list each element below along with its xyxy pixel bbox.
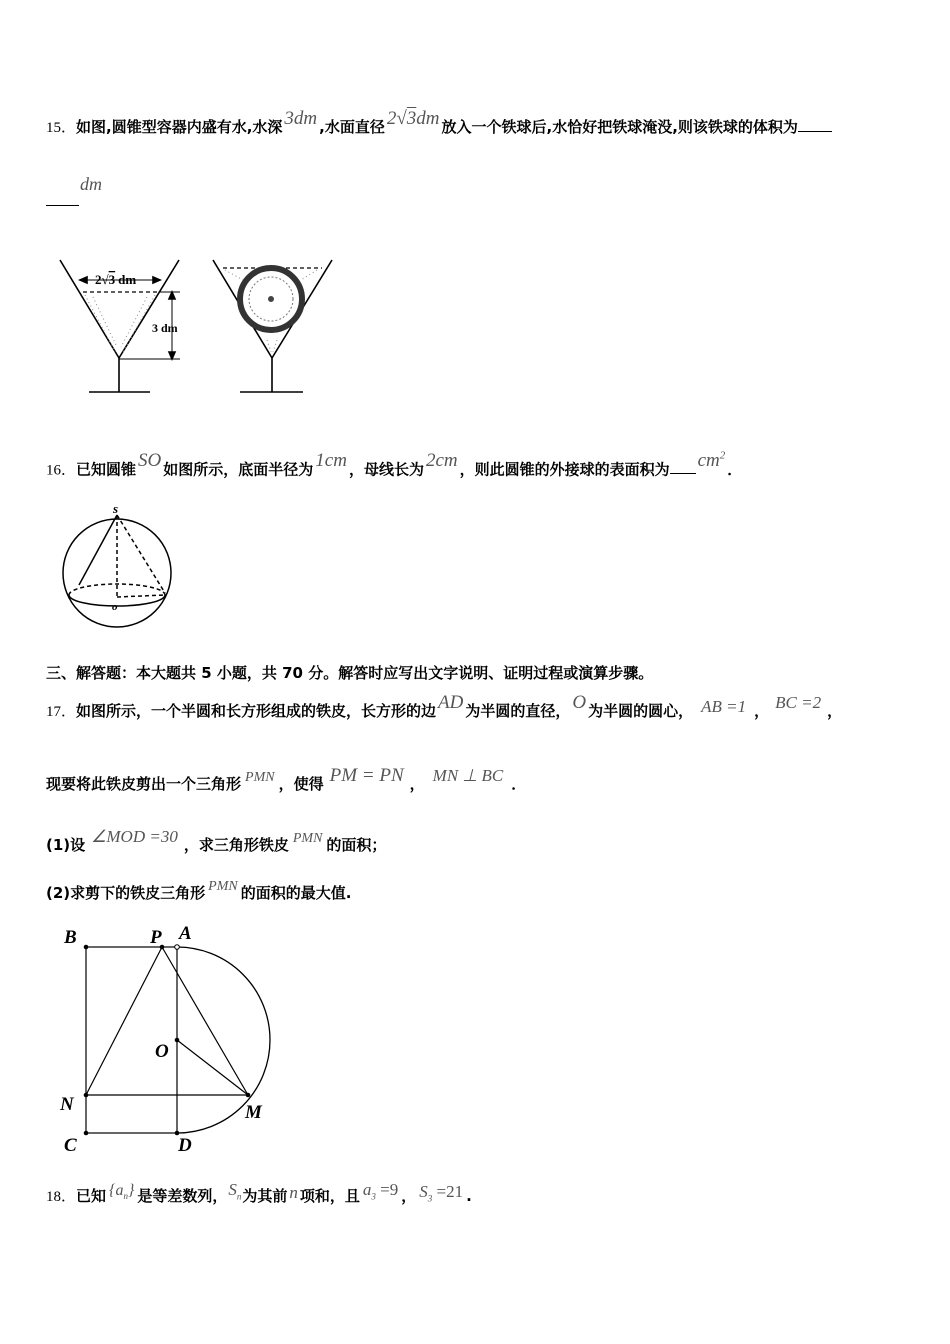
- q18-line: [46, 1180, 472, 1207]
- base-radius: [117, 595, 165, 597]
- q15-text1: 如图,圆锥型容器内盛有水,水深: [76, 118, 283, 136]
- q18-number: 18．: [46, 1189, 77, 1205]
- q17-fig-label-m: M: [245, 1102, 262, 1123]
- q16-fig-label-o: o: [112, 601, 118, 613]
- q18-math-s3: [419, 1182, 464, 1204]
- segment-pn: [86, 947, 162, 1095]
- q18-s3-value: =21: [432, 1182, 464, 1201]
- q17-part2: [46, 879, 352, 903]
- q17-part1-end: 的面积；: [326, 836, 387, 854]
- q17-fig-label-p: P: [150, 927, 162, 948]
- q17-line2: [46, 765, 527, 795]
- q17-math-pmn: PMN: [245, 770, 275, 785]
- q18-text4: 项和，且: [299, 1187, 360, 1205]
- cone-slant-left: [79, 515, 117, 585]
- q17-text1: 如图所示，一个半圆和长方形组成的铁皮，长方形的边: [76, 702, 437, 720]
- q15-unit: dm: [80, 174, 102, 194]
- q15-answer-blank[interactable]: [798, 130, 832, 132]
- q16-fig-label-s: s: [113, 501, 119, 516]
- q15-unit-row: [46, 174, 102, 195]
- q17-part2-label: (2)求剪下的铁皮三角形: [46, 884, 206, 902]
- q17-math-ab: AB =1: [701, 697, 747, 716]
- q18-text3: 为其前: [242, 1187, 288, 1205]
- q17-line2-text1: 现要将此铁皮剪出一个三角形: [46, 775, 242, 793]
- q16-text1: 已知圆锥: [76, 460, 137, 479]
- q15-text2: ,水面直径: [319, 118, 385, 136]
- q18-math-s: [228, 1180, 242, 1202]
- q15-figure: [55, 255, 340, 400]
- q16-number: 16．: [46, 462, 77, 479]
- q15-fig-width-label: 2√3 dm: [95, 272, 137, 287]
- q18-s3-sub: 3: [427, 1193, 433, 1204]
- q15-diam-coef: 2: [386, 108, 397, 129]
- section3-heading: 三、解答题：本大题共 5 小题，共 70 分。解答时应写出文字说明、证明过程或演算步骤。: [46, 664, 654, 682]
- q16-math-slant: 2cm: [425, 450, 458, 472]
- vertex-dots: [84, 945, 251, 1136]
- q16-line: [46, 450, 743, 480]
- q15-math-diameter: [387, 108, 440, 129]
- q15-line1: [46, 108, 832, 138]
- q18-s-sub: n: [236, 1191, 242, 1202]
- q18-math-n: n: [289, 1183, 298, 1202]
- q15-sqrt-symbol: √: [396, 108, 407, 129]
- q15-blank-continuation[interactable]: [46, 205, 79, 206]
- q17-comma2: ，: [827, 702, 843, 720]
- q17-line2-end: ．: [511, 775, 527, 793]
- q18-comma: ，: [401, 1187, 417, 1205]
- q17-fig-label-d: D: [178, 1135, 192, 1155]
- q17-comma1: ，: [754, 702, 770, 720]
- q17-math-mn-bc: MN ⊥ BC: [432, 766, 504, 785]
- water-texture-left: [85, 295, 155, 352]
- q17-math-o: O: [572, 692, 587, 713]
- q17-math-pm-pn: PM = PN: [329, 765, 404, 786]
- q15-fig-depth-label: 3 dm: [152, 321, 178, 335]
- q17-part1-label: (1)设: [46, 836, 86, 854]
- q15-number: 15．: [46, 120, 77, 136]
- q17-fig-label-n: N: [60, 1094, 74, 1115]
- q17-fig-label-a: A: [179, 923, 192, 944]
- q15-text3: 放入一个铁球后,水恰好把铁球淹没,则该铁球的体积为: [441, 118, 798, 136]
- q18-end: .: [466, 1187, 472, 1205]
- q18-s3-letter: S: [419, 1182, 428, 1201]
- q17-line1: [46, 692, 843, 722]
- q16-figure: [55, 500, 180, 635]
- ball-texture: [249, 277, 293, 321]
- q17-fig-label-c: C: [64, 1135, 77, 1155]
- rectangle-abcd: [86, 947, 177, 1133]
- q15-math-depth: 3dm: [284, 108, 318, 129]
- q18-math-seq: $\{a_n\}$: [109, 1182, 135, 1202]
- q15-diam-unit: dm: [416, 108, 440, 129]
- segment-pm: [162, 947, 248, 1095]
- q17-part2-math: PMN: [208, 879, 238, 894]
- q18-a3-value: =9: [375, 1180, 399, 1199]
- q16-unit: [698, 450, 726, 471]
- cone-slant-right: [117, 515, 165, 593]
- q17-part2-end: 的面积的最大值.: [240, 884, 352, 902]
- q17-number: 17．: [46, 704, 77, 720]
- q17-line2-comma: ，: [409, 775, 425, 793]
- q17-part1: [46, 827, 387, 855]
- q17-part1-text: ，求三角形铁皮: [183, 836, 289, 854]
- q16-unit-base: cm: [697, 450, 720, 472]
- segment-om: [177, 1040, 248, 1095]
- q17-math-bc: BC =2: [775, 693, 822, 712]
- q15-diam-root: 3: [406, 108, 417, 129]
- q17-text3: 为半圆的圆心，: [588, 702, 694, 720]
- q17-part1-math: ∠MOD =30: [91, 827, 178, 846]
- q16-answer-blank[interactable]: [670, 472, 696, 474]
- q16-text4: ，则此圆锥的外接球的表面积为: [459, 460, 670, 479]
- q17-figure: [55, 920, 285, 1155]
- q17-fig-label-b: B: [64, 927, 77, 948]
- q16-end: ．: [727, 460, 743, 479]
- q17-math-ad: AD: [438, 692, 464, 713]
- q18-seq-a: a: [115, 1182, 124, 1199]
- q16-text2: 如图所示，底面半径为: [163, 460, 314, 479]
- q16-unit-exp: 2: [719, 450, 726, 462]
- q16-math-radius: 1cm: [315, 450, 347, 472]
- q18-math-a3: [362, 1180, 399, 1202]
- q17-line2-text2: ，使得: [278, 775, 324, 793]
- q18-a3-sub: 3: [371, 1191, 376, 1202]
- q16-text3: ，母线长为: [348, 460, 424, 479]
- q17-fig-label-o: O: [155, 1041, 169, 1062]
- q17-text2: 为半圆的直径，: [465, 702, 571, 720]
- q18-s-letter: S: [228, 1180, 237, 1199]
- q18-text1: 已知: [76, 1187, 107, 1205]
- q16-math-cone: SO: [138, 450, 162, 472]
- q18-seq-sub: n: [123, 1191, 128, 1202]
- q18-text2: 是等差数列，: [137, 1187, 228, 1205]
- q17-part1-math2: PMN: [292, 831, 323, 846]
- q18-a3-letter: a: [362, 1180, 372, 1199]
